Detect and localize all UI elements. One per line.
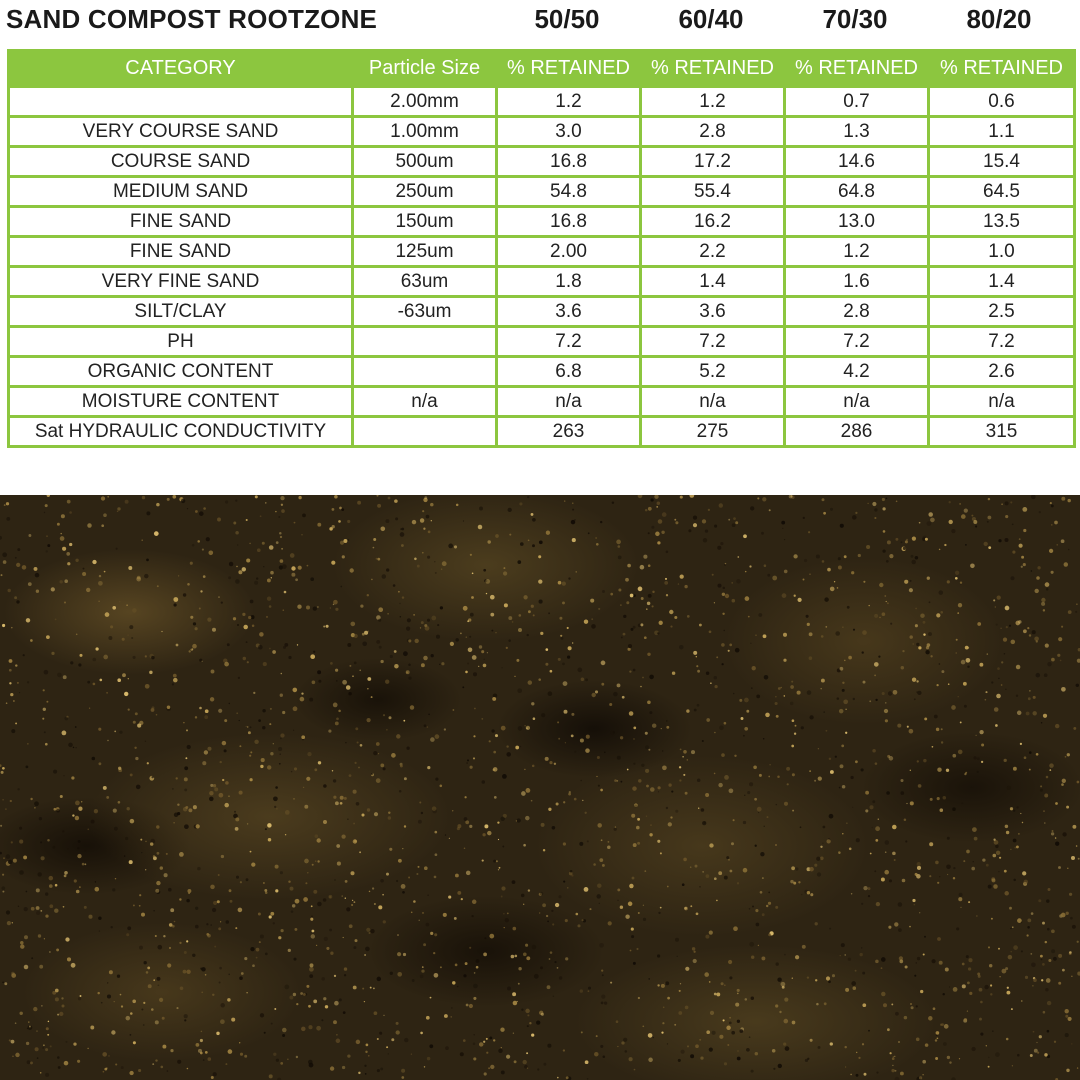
retained-value-cell: 1.4 <box>929 267 1075 297</box>
retained-value-cell: 1.2 <box>785 237 929 267</box>
retained-value-cell: 275 <box>641 417 785 447</box>
table-row <box>9 297 1075 327</box>
particle-size-cell: 250um <box>353 177 497 207</box>
column-header-category: CATEGORY <box>9 51 353 87</box>
retained-value-cell: 286 <box>785 417 929 447</box>
category-cell: FINE SAND <box>9 237 353 267</box>
retained-value-cell: 14.6 <box>785 147 929 177</box>
retained-value-cell: 2.8 <box>785 297 929 327</box>
retained-value-cell: 1.1 <box>929 117 1075 147</box>
retained-value-cell: 7.2 <box>641 327 785 357</box>
retained-value-cell: 2.5 <box>929 297 1075 327</box>
retained-value-cell: 1.2 <box>641 87 785 117</box>
retained-value-cell: 13.0 <box>785 207 929 237</box>
category-cell: ORGANIC CONTENT <box>9 357 353 387</box>
header-row <box>0 0 1080 46</box>
particle-size-cell: 2.00mm <box>353 87 497 117</box>
retained-value-cell: n/a <box>785 387 929 417</box>
retained-value-cell: 3.6 <box>497 297 641 327</box>
category-cell <box>9 87 353 117</box>
table-row <box>9 207 1075 237</box>
particle-size-cell: 125um <box>353 237 497 267</box>
ratio-label-80-20: 80/20 <box>966 4 1032 34</box>
category-cell: SILT/CLAY <box>9 297 353 327</box>
retained-value-cell: 54.8 <box>497 177 641 207</box>
retained-value-cell: n/a <box>497 387 641 417</box>
specification-table <box>7 49 1076 448</box>
retained-value-cell: 7.2 <box>785 327 929 357</box>
table-row <box>9 357 1075 387</box>
column-header-retained: % RETAINED <box>641 51 785 87</box>
retained-value-cell: 2.8 <box>641 117 785 147</box>
retained-value-cell: 0.6 <box>929 87 1075 117</box>
particle-size-cell <box>353 327 497 357</box>
retained-value-cell: 13.5 <box>929 207 1075 237</box>
retained-value-cell: 16.8 <box>497 147 641 177</box>
table-row <box>9 417 1075 447</box>
table-row <box>9 177 1075 207</box>
particle-size-cell <box>353 417 497 447</box>
retained-value-cell: 17.2 <box>641 147 785 177</box>
column-header-particle-size: Particle Size <box>353 51 497 87</box>
retained-value-cell: 7.2 <box>929 327 1075 357</box>
particle-size-cell: 500um <box>353 147 497 177</box>
retained-value-cell: 6.8 <box>497 357 641 387</box>
table-header-row <box>9 51 1075 87</box>
particle-size-cell: 1.00mm <box>353 117 497 147</box>
retained-value-cell: 315 <box>929 417 1075 447</box>
particle-size-cell: 150um <box>353 207 497 237</box>
ratio-label-70-30: 70/30 <box>822 4 888 34</box>
soil-texture-graphic <box>0 495 1080 1080</box>
retained-value-cell: 1.3 <box>785 117 929 147</box>
retained-value-cell: 15.4 <box>929 147 1075 177</box>
retained-value-cell: 2.2 <box>641 237 785 267</box>
soil-photo <box>0 495 1080 1080</box>
retained-value-cell: 16.2 <box>641 207 785 237</box>
retained-value-cell: 55.4 <box>641 177 785 207</box>
retained-value-cell: 16.8 <box>497 207 641 237</box>
category-cell: FINE SAND <box>9 207 353 237</box>
retained-value-cell: 2.6 <box>929 357 1075 387</box>
ratio-label-50-50: 50/50 <box>534 4 600 34</box>
retained-value-cell: 64.5 <box>929 177 1075 207</box>
category-cell: VERY FINE SAND <box>9 267 353 297</box>
particle-size-cell: -63um <box>353 297 497 327</box>
particle-size-cell: 63um <box>353 267 497 297</box>
retained-value-cell: n/a <box>641 387 785 417</box>
category-cell: VERY COURSE SAND <box>9 117 353 147</box>
page-title: SAND COMPOST ROOTZONE <box>6 4 378 34</box>
particle-size-cell: n/a <box>353 387 497 417</box>
retained-value-cell: 5.2 <box>641 357 785 387</box>
table-row <box>9 117 1075 147</box>
retained-value-cell: 64.8 <box>785 177 929 207</box>
retained-value-cell: 1.6 <box>785 267 929 297</box>
table-body <box>9 87 1075 447</box>
retained-value-cell: 3.0 <box>497 117 641 147</box>
category-cell: COURSE SAND <box>9 147 353 177</box>
table-row <box>9 87 1075 117</box>
table-row <box>9 237 1075 267</box>
table-row <box>9 387 1075 417</box>
retained-value-cell: n/a <box>929 387 1075 417</box>
category-cell: PH <box>9 327 353 357</box>
category-cell: MEDIUM SAND <box>9 177 353 207</box>
ratio-label-60-40: 60/40 <box>678 4 744 34</box>
retained-value-cell: 263 <box>497 417 641 447</box>
retained-value-cell: 1.4 <box>641 267 785 297</box>
retained-value-cell: 0.7 <box>785 87 929 117</box>
column-header-retained: % RETAINED <box>785 51 929 87</box>
retained-value-cell: 1.0 <box>929 237 1075 267</box>
retained-value-cell: 4.2 <box>785 357 929 387</box>
table-row <box>9 267 1075 297</box>
category-cell: MOISTURE CONTENT <box>9 387 353 417</box>
column-header-retained: % RETAINED <box>497 51 641 87</box>
category-cell: Sat HYDRAULIC CONDUCTIVITY <box>9 417 353 447</box>
retained-value-cell: 1.2 <box>497 87 641 117</box>
column-header-retained: % RETAINED <box>929 51 1075 87</box>
retained-value-cell: 3.6 <box>641 297 785 327</box>
retained-value-cell: 2.00 <box>497 237 641 267</box>
retained-value-cell: 1.8 <box>497 267 641 297</box>
particle-size-cell <box>353 357 497 387</box>
table-row <box>9 327 1075 357</box>
retained-value-cell: 7.2 <box>497 327 641 357</box>
table-row <box>9 147 1075 177</box>
